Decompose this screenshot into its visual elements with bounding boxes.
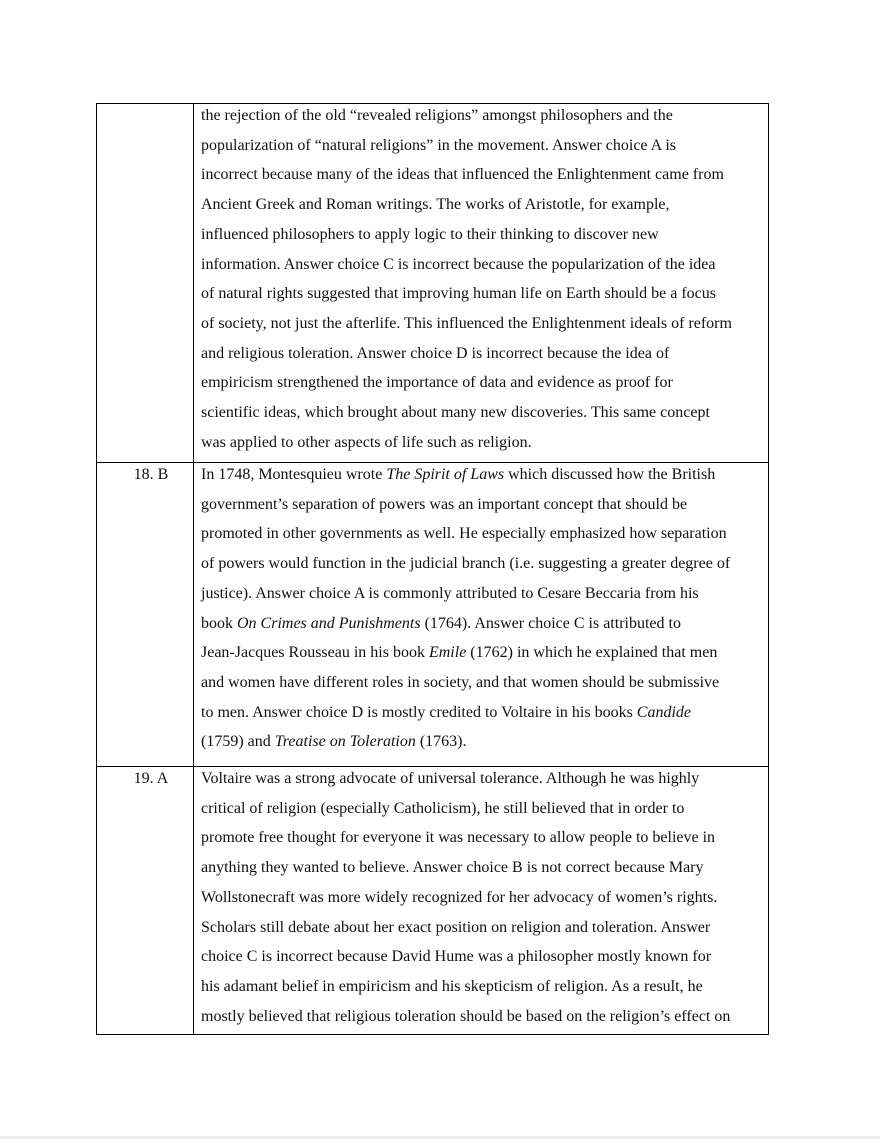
explanation-line xyxy=(201,794,768,824)
answer-table xyxy=(96,103,769,1035)
explanation-cell xyxy=(194,104,768,462)
explanation-line xyxy=(201,339,768,369)
explanation-line xyxy=(201,972,768,1002)
explanation-line xyxy=(201,609,768,639)
explanation-line xyxy=(201,942,768,972)
explanation-cell xyxy=(194,463,768,766)
text-segment: (1764). Answer choice C is attributed to xyxy=(420,614,681,632)
explanation-line xyxy=(201,368,768,398)
explanation-line xyxy=(201,250,768,280)
explanation-line xyxy=(201,1002,768,1032)
explanation-line xyxy=(201,220,768,250)
explanation-line xyxy=(201,460,768,490)
text-segment: (1763). xyxy=(415,733,467,751)
answer-row xyxy=(97,104,768,462)
text-segment: promote free thought for everyone it was necessary to allow people to believe in xyxy=(201,829,716,847)
text-segment: influenced philosophers to apply logic to their thinking to discover new xyxy=(201,225,659,243)
text-segment: (1759) and xyxy=(201,733,275,751)
explanation-line xyxy=(201,823,768,853)
explanation-line xyxy=(201,519,768,549)
explanation-line xyxy=(201,853,768,883)
explanation-line xyxy=(201,279,768,309)
italic-title: Candide xyxy=(636,703,692,721)
text-segment: information. Answer choice C is incorrect because the popularization of the idea xyxy=(201,255,716,273)
explanation-line xyxy=(201,764,768,794)
italic-title: On Crimes and Punishments xyxy=(237,614,421,632)
text-segment: scientific ideas, which brought about many new discoveries. This same concept xyxy=(201,404,710,422)
text-segment: his adamant belief in empiricism and his skepticism of religion. As a result, he xyxy=(201,977,703,995)
text-segment: was applied to other aspects of life such as religion. xyxy=(201,433,532,451)
explanation-line xyxy=(201,549,768,579)
text-segment: and religious toleration. Answer choice D is incorrect because the idea of xyxy=(201,344,670,362)
text-segment: Ancient Greek and Roman writings. The works of Aristotle, for example, xyxy=(201,196,670,214)
text-segment: government’s separation of powers was an important concept that should be xyxy=(201,495,688,513)
text-segment: critical of religion (especially Catholicism), he still believed that in order to xyxy=(201,799,685,817)
explanation-line xyxy=(201,668,768,698)
explanation-line xyxy=(201,160,768,190)
text-segment: book xyxy=(201,614,237,632)
text-segment: (1762) in which he explained that men xyxy=(466,644,718,662)
text-segment: and women have different roles in society, and that women should be submissive xyxy=(201,673,720,691)
italic-title: Treatise on Toleration xyxy=(274,733,416,751)
explanation-cell xyxy=(194,767,768,1034)
text-segment: of powers would function in the judicial branch (i.e. suggesting a greater degree of xyxy=(201,555,731,573)
text-segment: of society, not just the afterlife. This influenced the Enlightenment ideals of reform xyxy=(201,314,732,332)
text-segment: In 1748, Montesquieu wrote xyxy=(201,466,387,483)
explanation-line xyxy=(201,883,768,913)
answer-number: 19. A xyxy=(133,770,169,787)
text-segment: Jean-Jacques Rousseau in his book xyxy=(201,644,429,662)
text-segment: popularization of “natural religions” in the movement. Answer choice A is xyxy=(201,136,676,154)
text-segment: to men. Answer choice D is mostly credited to Voltaire in his books xyxy=(201,703,637,721)
text-segment: which discussed how the British xyxy=(504,466,716,483)
italic-title: The Spirit of Laws xyxy=(386,466,505,483)
text-segment: Voltaire was a strong advocate of universal tolerance. Although he was highly xyxy=(201,770,700,787)
explanation-line xyxy=(201,913,768,943)
text-segment: promoted in other governments as well. He especially emphasized how separation xyxy=(201,525,727,543)
text-segment: choice C is incorrect because David Hume was a philosopher mostly known for xyxy=(201,948,712,966)
text-segment: empiricism strengthened the importance of data and evidence as proof for xyxy=(201,374,673,392)
explanation-line xyxy=(201,428,768,458)
explanation-line xyxy=(201,490,768,520)
explanation-line xyxy=(201,579,768,609)
text-segment: of natural rights suggested that improving human life on Earth should be a focus xyxy=(201,285,716,303)
answer-number-cell xyxy=(97,463,194,766)
explanation-line xyxy=(201,638,768,668)
explanation-line xyxy=(201,698,768,728)
explanation-line xyxy=(201,398,768,428)
text-segment: justice). Answer choice A is commonly attributed to Cesare Beccaria from his xyxy=(201,584,699,602)
answer-row xyxy=(97,462,768,766)
answer-number-cell xyxy=(97,104,194,462)
text-segment: Wollstonecraft was more widely recognized for her advocacy of women’s rights. xyxy=(201,888,718,906)
answer-number-cell xyxy=(97,767,194,1034)
answer-row xyxy=(97,766,768,1034)
explanation-line xyxy=(201,131,768,161)
text-segment: the rejection of the old “revealed religions” amongst philosophers and the xyxy=(201,107,673,124)
explanation-line xyxy=(201,190,768,220)
text-segment: Scholars still debate about her exact position on religion and toleration. Answer xyxy=(201,918,711,936)
explanation-line xyxy=(201,727,768,757)
answer-number: 18. B xyxy=(133,466,169,483)
text-segment: mostly believed that religious toleration should be based on the religion’s effect on xyxy=(201,1007,731,1025)
explanation-line xyxy=(201,309,768,339)
explanation-line xyxy=(201,101,768,131)
text-segment: incorrect because many of the ideas that influenced the Enlightenment came from xyxy=(201,166,724,184)
italic-title: Emile xyxy=(428,644,467,662)
text-segment: anything they wanted to believe. Answer choice B is not correct because Mary xyxy=(201,859,704,877)
